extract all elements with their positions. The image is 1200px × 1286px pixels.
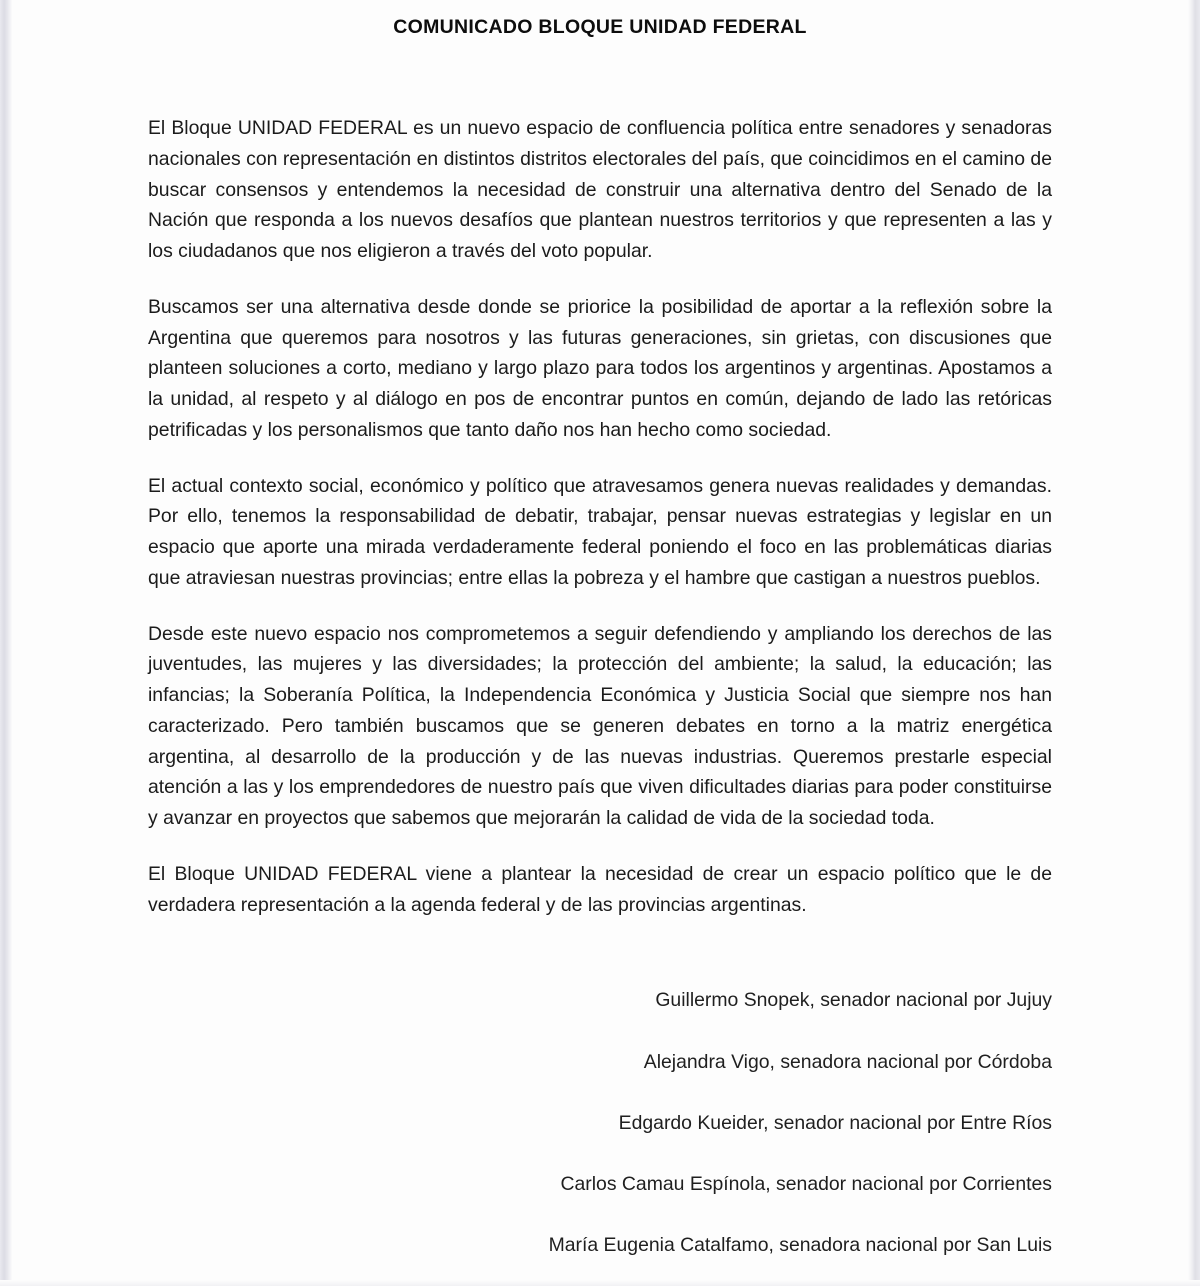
- body-paragraph: Buscamos ser una alternativa desde donde se priorice la posibilidad de aportar a la reflexión sobre la Argentina que queremos para nosotros y las futuras generaciones, sin grietas, con discusiones que planteen soluciones a corto, mediano y largo plazo para todos los argentinos y argentinas. Apostamos a la unidad, al respeto y al diálogo en pos de encontrar puntos en común, dejando de lado las retóricas petrificadas y los personalismos que tanto daño nos han hecho como sociedad.: [148, 295, 1052, 441]
- signature-line: Carlos Camau Espínola, senador nacional por Corrientes: [560, 1173, 1052, 1195]
- signature-line: Guillermo Snopek, senador nacional por Jujuy: [655, 989, 1052, 1012]
- document-body: [148, 39, 1052, 920]
- page-title: COMUNICADO BLOQUE UNIDAD FEDERAL: [393, 16, 807, 38]
- signature-block: [148, 920, 1052, 1257]
- body-paragraph: El Bloque UNIDAD FEDERAL es un nuevo espacio de confluencia política entre senadores y senadoras nacionales con representación en distintos distritos electorales del país, que coincidimos en el camino de buscar consensos y entendemos la necesidad de construir una alternativa dentro del Senado de la Nación que responda a los nuevos desafíos que plantean nuestros territorios y que representen a las y los ciudadanos que nos eligieron a través del voto popular.: [148, 117, 1052, 262]
- signature-line: María Eugenia Catalfamo, senadora nacional por San Luis: [548, 1234, 1052, 1257]
- body-paragraph: El Bloque UNIDAD FEDERAL viene a plantear la necesidad de crear un espacio político que le de verdadera representación a la agenda federal y de las provincias argentinas.: [148, 862, 1052, 916]
- body-paragraph: Desde este nuevo espacio nos comprometemos a seguir defendiendo y ampliando los derechos de las juventudes, las mujeres y las diversidades; la protección del ambiente; la salud, la educación; las infancias; la Soberanía Política, la Independencia Económica y Justicia Social que siempre nos han caracterizado. Pero también buscamos que se generen debates en torno a la matriz energética argentina, al desarrollo de la producción y de las nuevas industrias. Queremos prestarle especial atención a las y los emprendedores de nuestro país que viven dificultades diarias para poder constituirse y avanzar en proyectos que sabemos que mejorarán la calidad de vida de la sociedad toda.: [148, 622, 1052, 829]
- signature-line: Edgardo Kueider, senador nacional por Entre Ríos: [618, 1111, 1052, 1134]
- body-paragraph: El actual contexto social, económico y político que atravesamos genera nuevas realidades y demandas. Por ello, tenemos la responsabilidad de debatir, trabajar, pensar nuevas estrategias y legislar en un espacio que aporte una mirada verdaderamente federal poniendo el foco en las problemáticas diarias que atraviesan nuestras provincias; entre ellas la pobreza y el hambre que castigan a nuestros pueblos.: [148, 474, 1052, 589]
- signature-line: Alejandra Vigo, senadora nacional por Córdoba: [643, 1050, 1052, 1073]
